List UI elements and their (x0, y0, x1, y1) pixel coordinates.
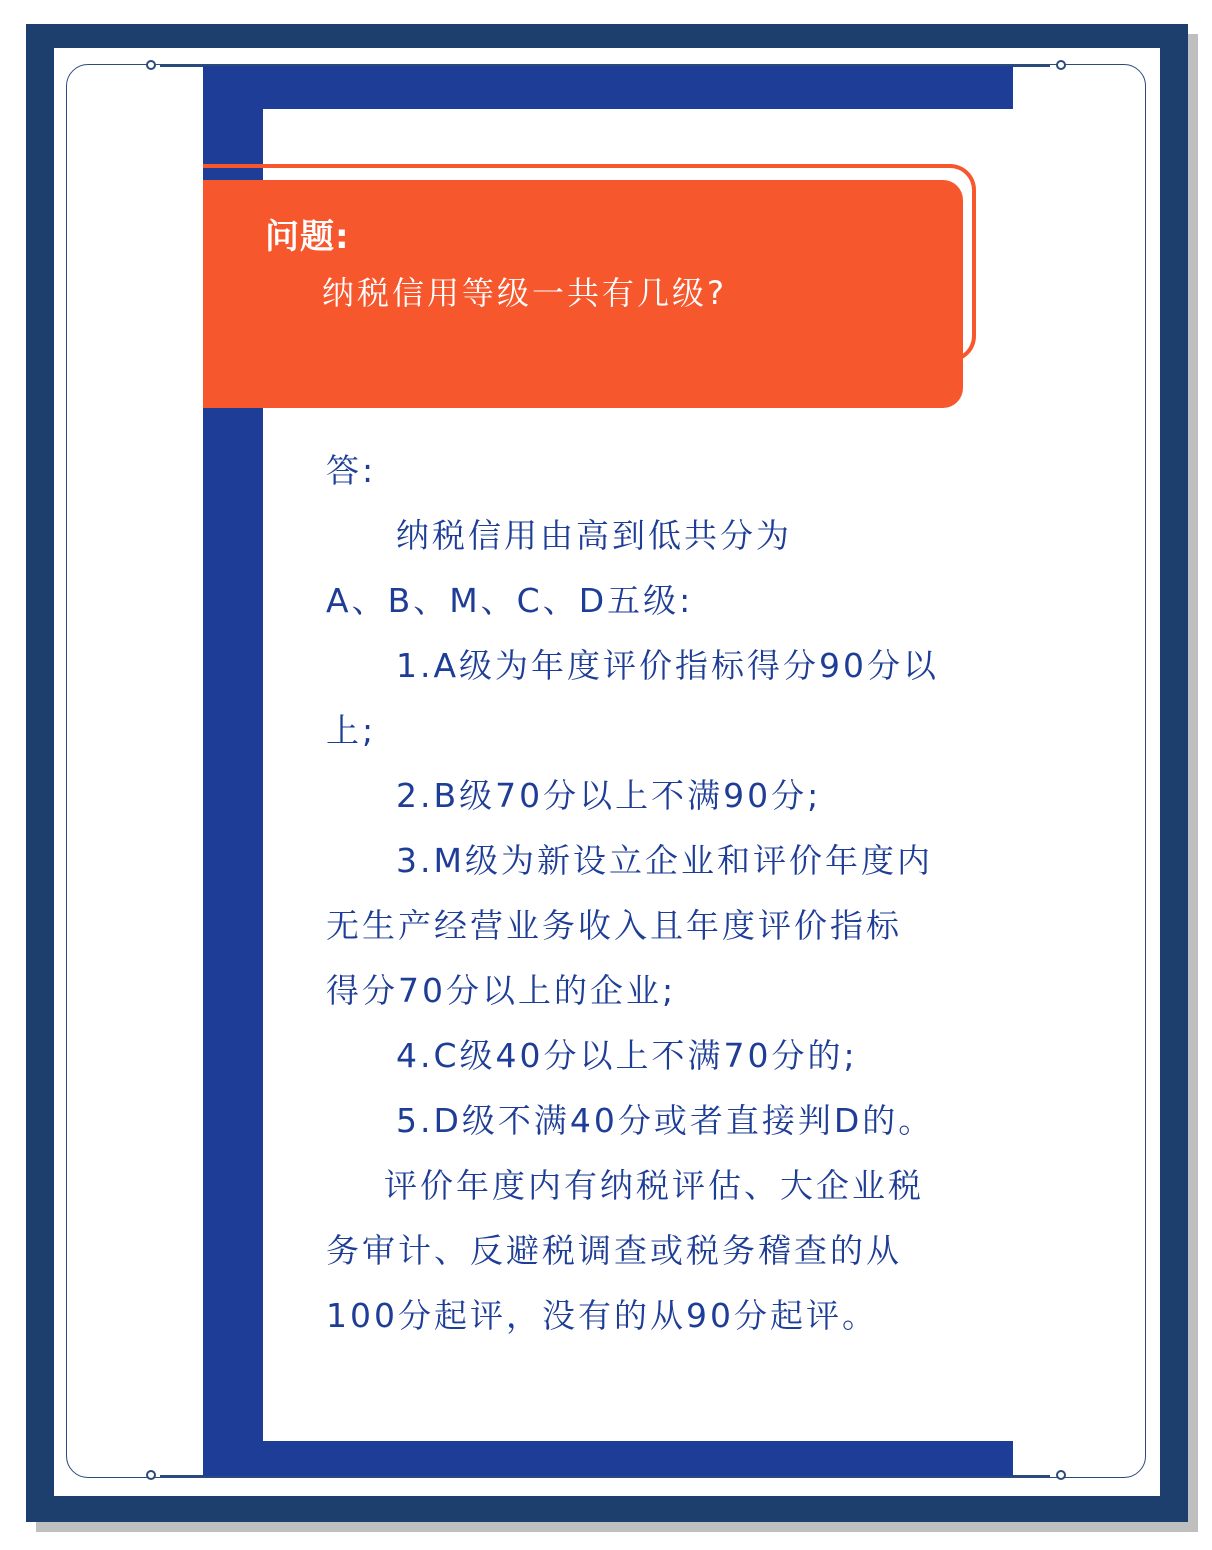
answer-label: 答: (326, 451, 377, 490)
answer-line: 1.A级为年度评价指标得分90分以 (396, 646, 940, 685)
answer-line: 得分70分以上的企业; (326, 971, 677, 1010)
corner-dot-tr (1056, 60, 1066, 70)
answer-line: 纳税信用由高到低共分为 (396, 516, 792, 555)
answer-line: 上; (326, 711, 377, 750)
corner-dot-br (1056, 1470, 1066, 1480)
answer-line: 4.C级40分以上不满70分的; (396, 1036, 858, 1075)
answer-section (326, 438, 994, 1348)
answer-line: 评价年度内有纳税评估、大企业税 (384, 1166, 924, 1205)
answer-line: 3.M级为新设立企业和评价年度内 (396, 841, 933, 880)
answer-line: 2.B级70分以上不满90分; (396, 776, 822, 815)
question-label: 问题: (265, 217, 350, 257)
answer-line: 100分起评，没有的从90分起评。 (326, 1296, 878, 1335)
answer-line: 务审计、反避税调查或税务稽查的从 (326, 1231, 902, 1270)
answer-line: 无生产经营业务收入且年度评价指标 (326, 906, 902, 945)
corner-dot-tl (146, 60, 156, 70)
question-text: 纳税信用等级一共有几级? (322, 274, 727, 312)
answer-line: 5.D级不满40分或者直接判D的。 (396, 1101, 935, 1140)
answer-line: A、B、M、C、D五级: (326, 581, 694, 620)
corner-dot-bl (146, 1470, 156, 1480)
